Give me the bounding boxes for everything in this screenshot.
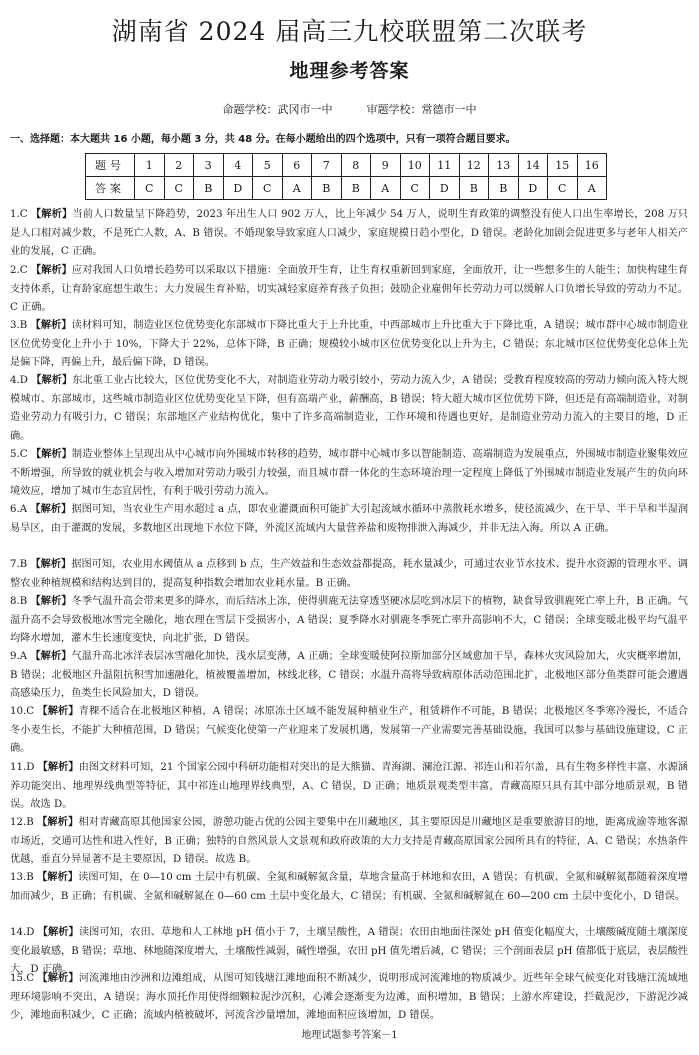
explanation-number: 1.C [10, 209, 28, 220]
analysis-tag: 【解析】 [30, 504, 72, 515]
explanation-item [10, 593, 688, 649]
explanation-text: 气温升高北冰洋表层冰雪融化加快，浅水层变薄，A 正确；全球变暖使阿拉斯加部分区域愈加干旱，森林火灾风险加大，火灾概率增加，B 错误；北极地区升温阻抗积雪加速融化，植被覆盖增加，林线北移，C 错误；水温升高将导致病原体活动范围北扩，北极地区部分鱼类群可能会遭遇高感染压力，鱼类生长风险加大，D 错误。 [10, 651, 689, 699]
explanation-item [10, 317, 688, 373]
question-number-row [86, 154, 607, 177]
answer-cell: A [577, 177, 607, 200]
question-number-cell: 4 [223, 154, 253, 177]
analysis-tag: 【解析】 [30, 596, 72, 607]
row-label-question: 题号 [86, 154, 135, 177]
analysis-tag: 【解析】 [30, 320, 72, 331]
explanation-text: 由图文材料可知，21 个国家公园中科研功能相对突出的是大熊猫、青海湖、澜沧江源、祁连山和若尔盖，具有生物多样性丰富、水源涵养功能突出、地理界线典型等特征，其中祁连山地理界线典型，A、C 错误，D 正确；地质景观类型丰富，青藏高原只具有其中部分地质景观，B 错误。故选 D。 [10, 762, 688, 810]
analysis-tag: 【解析】 [30, 559, 72, 570]
answer-cell: C [164, 177, 194, 200]
explanation-number: 2.C [10, 265, 28, 276]
explanation-text: 青稞不适合在北极地区种植，A 错误；冰原冻土区域不能发展种植业生产，租赁耕作不可能，B 错误；北极地区冬季寒冷漫长，不适合冬小麦生长，不能扩大种植范围，D 错误；气候变化使第一产业迎来了发展机遇，发展第一产业需要完善基础设施，我国可以参与基础设施建设，C 正确。 [10, 706, 688, 754]
question-number-cell: 12 [459, 154, 489, 177]
explanation-text: 据图可知，当农业生产用水超过 a 点，即农业灌溉面积可能扩大引起流域水循环中蒸散耗水增多，使径流减少，在干旱、半干旱和半湿润易旱区，由于灌溉的发展，多数地区出现地下水位下降，外流区流域内大量营养盐和废物排泄入海减少，并非无法入海。所以 A 正确。 [10, 504, 689, 534]
analysis-tag: 【解析】 [37, 706, 79, 717]
answer-cell: B [341, 177, 371, 200]
explanation-text: 读图可知，农田、草地和人工林地 pH 值小于 7，土壤呈酸性，A 错误；农田由地面往深处 pH 值变化幅度大，土壤酸碱度随土壤深度变化最敏感，B 错误；草地、林地随深度增大，土壤酸性减弱，碱性增强，农田 pH 值先增后减，C 错误；三个剖面表层 pH 值都低于底层，表层酸性大，D 正确。 [10, 927, 688, 975]
analysis-tag: 【解析】 [37, 817, 79, 828]
explanation-text: 读图可知，在 0—10 cm 土层中有机碳、全氮和碱解氮含量，草地含量高于林地和农田，A 错误；有机碳、全氮和碱解氮都随着深度增加而减少，B 正确；有机碳、全氮和碱解氮在 0—60 cm 土层中变化最大，C 错误；有机碳、全氮和碱解氮在 60—200 cm 土层中变化小，D 错误。 [10, 872, 688, 902]
row-label-answer: 答案 [86, 177, 135, 200]
answer-cell: D [430, 177, 460, 200]
question-number-cell: 5 [253, 154, 283, 177]
analysis-tag: 【解析】 [37, 872, 79, 883]
explanation-number: 14.D [10, 927, 35, 938]
explanation-text: 应对我国人口负增长趋势可以采取以下措施：全面放开生育，让生育权重新回到家庭，全面放开，让一些想多生的人能生；加快构建生育支持体系，让育龄家庭想生敢生；大力发展生育补贴，切实减轻家庭养育孩子负担；鼓励企业雇佣年长劳动力可以缓解人口负增长导致的劳动力不足。C 正确。 [10, 265, 688, 313]
question-number-cell: 11 [430, 154, 460, 177]
question-number-cell: 1 [135, 154, 165, 177]
analysis-tag: 【解析】 [31, 375, 73, 386]
question-number-cell: 8 [341, 154, 371, 177]
reviewer-school: 审题学校：常德市一中 [366, 103, 477, 116]
question-number-cell: 16 [577, 154, 607, 177]
analysis-tag: 【解析】 [37, 927, 79, 938]
explanation-item [10, 970, 688, 1026]
answer-cell: B [194, 177, 224, 200]
explanation-text: 东北重工业占比较大，区位优势变化不大，对制造业劳动力吸引较小，劳动力流入少，A 错误；受教育程度较高的劳动力倾向流入特大规模城市、东部城市，这些城市制造业区位优势变化呈下降，但有高端产业，薪酬高，B 错误；特大超大城市区位优势下降，但还是有高端制造业，对制造业劳动力有吸引力，C 错误；东部地区产业结构优化，集中了许多高端制造业，工作环境和待遇也更好，是制造业劳动力流入的主要目的地，D 正确。 [10, 375, 688, 442]
analysis-tag: 【解析】 [37, 973, 79, 984]
analysis-tag: 【解析】 [30, 265, 72, 276]
explanation-text: 据图可知，农业用水阈值从 a 点移到 b 点，生产效益和生态效益都提高，耗水量减少，可通过农业节水技术、提升水资源的管理水平、调整农业种植规模和结构达到目的，提高复种指数会增加农业耗水量。B 正确。 [10, 559, 688, 589]
answer-cell: C [253, 177, 283, 200]
explanation-number: 8.B [10, 596, 28, 607]
explanation-item [10, 869, 688, 906]
explanation-number: 4.D [10, 375, 28, 386]
explanation-number: 13.B [10, 872, 34, 883]
explanation-item [10, 648, 688, 704]
question-number-cell: 2 [164, 154, 194, 177]
proposer-school: 命题学校：武冈市一中 [222, 103, 333, 116]
explanation-text: 河流滩地由沙洲和边滩组成，从图可知钱塘江滩地面积不断减少，说明形成河流滩地的物质减少。近些年全球气候变化对钱塘江流域地理环境影响不突出，A 错误；海水顶托作用使得细颗粒泥沙沉积，心滩会逐渐变为边滩，面积增加，B 错误；上游水库建设，拦截泥沙，下游泥沙减少，滩地面积减少，C 正确；流域内植被破坏，河流含沙量增加，滩地面积应该增加，D 错误。 [10, 973, 689, 1021]
explanation-text: 冬季气温升高会带来更多的降水，而后结冰上冻，使得驯鹿无法穿透坚硬冰层吃到冰层下的植物，缺食导致驯鹿死亡率上升，B 正确。气温升高不会导致极地冰雪完全融化，地衣理在雪层下受损害小，A 错误；夏季降水对驯鹿冬季死亡率升高影响不大，C 错误；全球变暖北极平均气温平均降水增加，灌木生长速度变快，向北扩张，D 错误。 [10, 596, 688, 644]
answer-cell: A [282, 177, 312, 200]
explanation-number: 15.C [10, 973, 34, 984]
document-subtitle: 地理参考答案 [289, 60, 410, 82]
answer-table [85, 153, 607, 200]
exam-title: 湖南省 2024 届高三九校联盟第二次联考 [111, 17, 588, 46]
question-number-cell: 3 [194, 154, 224, 177]
explanation-text: 读材料可知，制造业区位优势变化东部城市下降比重大于上升比重，中西部城市上升比重大于下降比重，A 错误；城市群中心城市制造业区位优势变化上升小于 10%，下降大于 22%，总体下降，B 正确；规模较小城市区位优势变化以上升为主，C 错误；东北城市区位优势变化总体上先是偏下降，再偏上升，最后偏下降，D 错误。 [10, 320, 689, 368]
question-number-cell: 6 [282, 154, 312, 177]
explanation-item [10, 262, 688, 318]
analysis-tag: 【解析】 [30, 209, 73, 220]
answer-cell: A [371, 177, 401, 200]
answer-cell: B [459, 177, 489, 200]
answer-row [86, 177, 607, 200]
analysis-tag: 【解析】 [30, 651, 72, 662]
analysis-tag: 【解析】 [30, 449, 72, 460]
answer-cell: C [400, 177, 430, 200]
explanation-item [10, 703, 688, 759]
explanation-item [10, 814, 688, 870]
answer-cell: D [223, 177, 253, 200]
explanation-text: 当前人口数量呈下降趋势，2023 年出生人口 902 万人，比上年减少 54 万人，说明生育政策的调整没有使人口出生率增长，208 万只是人口相对减少数，不是死亡人数，A、B 错误。不婚现象导致家庭人口减少，家庭规模日趋小型化，D 错误。老龄化加剧会促进更多与老年人相关产业的发展，C 正确。 [10, 209, 688, 257]
explanation-item [10, 372, 688, 446]
explanation-number: 3.B [10, 320, 28, 331]
answer-cell: B [312, 177, 342, 200]
page-footer: 地理试题参考答案－1 [301, 1030, 398, 1041]
explanation-number: 5.C [10, 449, 28, 460]
explanation-number: 12.B [10, 817, 34, 828]
explanation-text: 制造业整体上呈现出从中心城市向外围城市转移的趋势，城市群中心城市多以智能制造、高端制造为发展重点，外围城市制造业聚集效应不断增强，所导致的就业机会与收入增加对劳动力吸引力较强，而且城市群一体化的生态环境治理一定程度上降低了外围城市制造业发展产生的负向环境效应，增加了城市生态宜居性，有利于吸引劳动力流入。 [10, 449, 688, 497]
explanation-item [10, 206, 688, 262]
explanation-item [10, 556, 688, 593]
question-number-cell: 15 [548, 154, 578, 177]
explanation-number: 9.A [10, 651, 28, 662]
answer-cell: B [489, 177, 519, 200]
explanation-item [10, 759, 688, 815]
explanation-number: 11.D [10, 762, 35, 773]
analysis-tag: 【解析】 [37, 762, 79, 773]
explanation-number: 10.C [10, 706, 34, 717]
explanation-text: 相对青藏高原其他国家公园，游憩功能占优的公园主要集中在川藏地区，其主要原因是川藏地区是重要旅游目的地，距离成渝等地客源市场近，交通可达性和进入性好，B 正确；独特的自然风景人文景观和政府政策的大力支持是青藏高原国家公园所具有的特征，A、C 错误；水热条件优越，垂直分异显著不是主要原因，D 错误。故选 B。 [10, 817, 688, 865]
question-number-cell: 10 [400, 154, 430, 177]
school-info [0, 102, 699, 118]
answer-cell: C [135, 177, 165, 200]
answer-cell: C [548, 177, 578, 200]
explanation-item [10, 501, 688, 538]
answer-cell: D [518, 177, 548, 200]
explanation-item [10, 446, 688, 502]
question-number-cell: 13 [489, 154, 519, 177]
explanation-number: 6.A [10, 504, 28, 515]
question-number-cell: 14 [518, 154, 548, 177]
section-heading: 一、选择题：本大题共 16 小题，每小题 3 分，共 48 分。在每小题给出的四个选项中，只有一项符合题目要求。 [10, 134, 516, 145]
question-number-cell: 7 [312, 154, 342, 177]
question-number-cell: 9 [371, 154, 401, 177]
explanation-number: 7.B [10, 559, 28, 570]
